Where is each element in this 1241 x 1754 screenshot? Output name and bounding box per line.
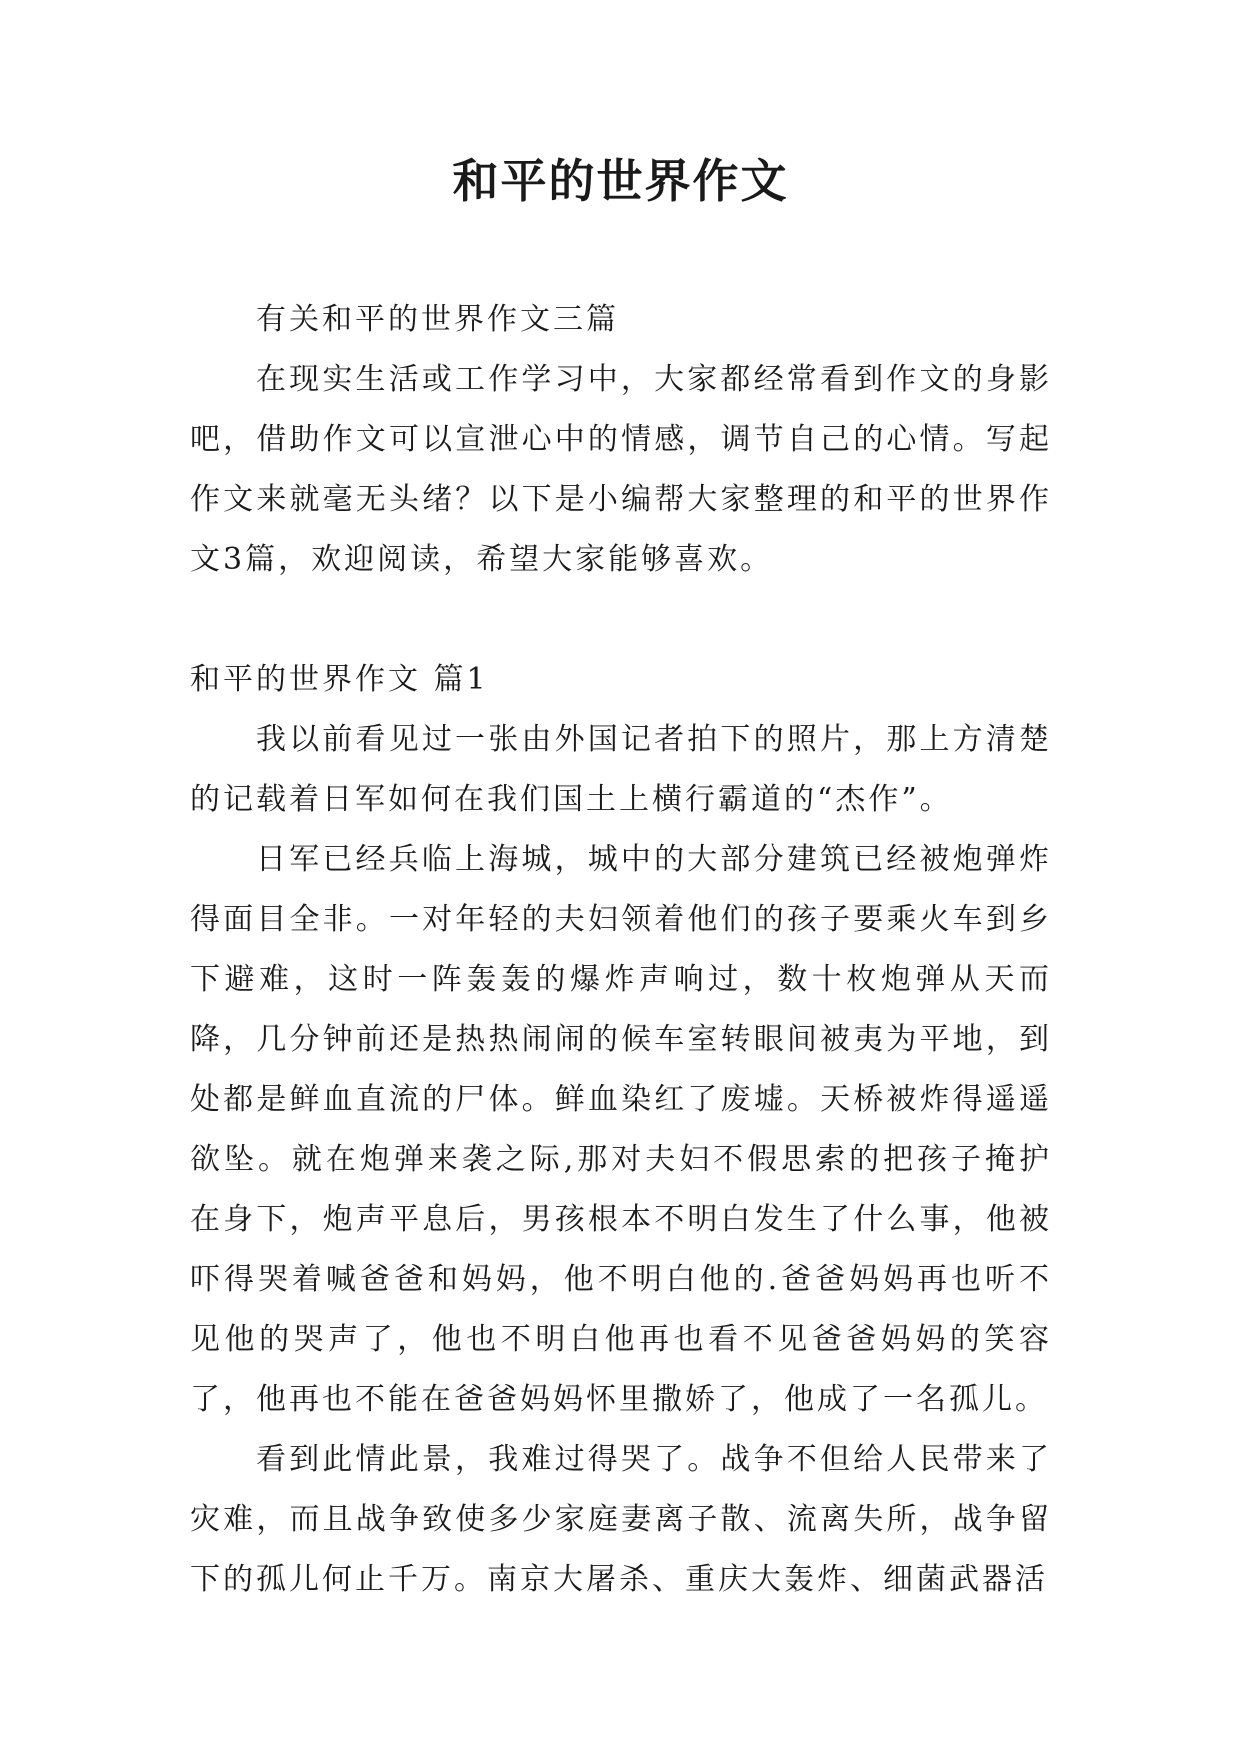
intro-paragraph: 在现实生活或工作学习中，大家都经常看到作文的身影吧，借助作文可以宣泄心中的情感，调节自己的心情。写起作文来就毫无头绪？以下是小编帮大家整理的和平的世界作文3篇，欢迎阅读，希望大家能够喜欢。	[190, 362, 1052, 577]
document-body	[190, 290, 1052, 1610]
document-subtitle: 有关和平的世界作文三篇	[256, 302, 619, 337]
section-heading: 和平的世界作文 篇1	[190, 662, 489, 697]
document-title: 和平的世界作文	[452, 154, 789, 208]
body-paragraph: 看到此情此景，我难过得哭了。战争不但给人民带来了灾难，而且战争致使多少家庭妻离子散、流离失所，战争留下的孤儿何止千万。南京大屠杀、重庆大轰炸、细菌武器活	[190, 1442, 1052, 1597]
body-paragraph: 我以前看见过一张由外国记者拍下的照片，那上方清楚的记载着日军如何在我们国土上横行霸道的“杰作”。	[190, 722, 1052, 817]
body-paragraph: 日军已经兵临上海城，城中的大部分建筑已经被炮弹炸得面目全非。一对年轻的夫妇领着他们的孩子要乘火车到乡下避难，这时一阵轰轰的爆炸声响过，数十枚炮弹从天而降，几分钟前还是热热闹闹的候车室转眼间被夷为平地，到处都是鲜血直流的尸体。鲜血染红了废墟。天桥被炸得遥遥欲坠。就在炮弹来袭之际,那对夫妇不假思索的把孩子掩护在身下，炮声平息后，男孩根本不明白发生了什么事，他被吓得哭着喊爸爸和妈妈，他不明白他的.爸爸妈妈再也听不见他的哭声了，他也不明白他再也看不见爸爸妈妈的笑容了，他再也不能在爸爸妈妈怀里撒娇了，他成了一名孤儿。	[190, 842, 1052, 1417]
